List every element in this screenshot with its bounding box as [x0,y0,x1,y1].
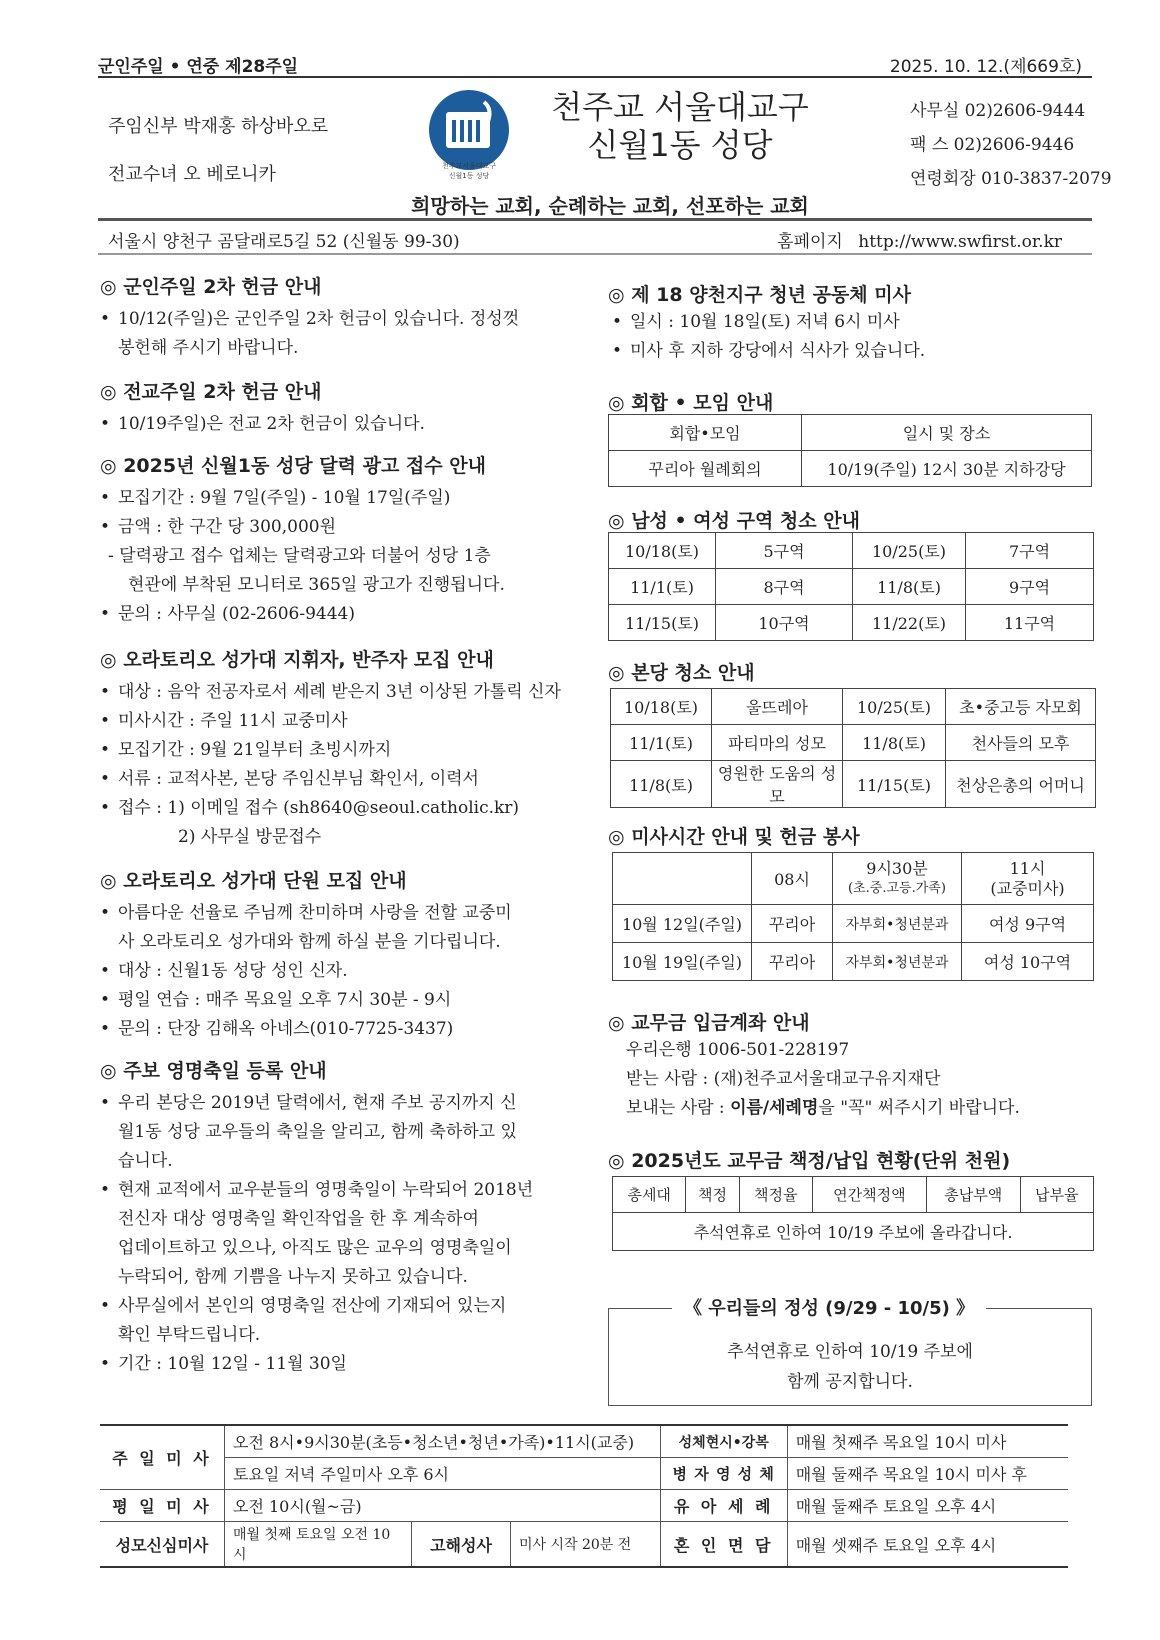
schedule-label: 성모신심미사 [100,1522,225,1568]
table-cell: 11/15(토) [843,761,946,808]
schedule-value: 매월 셋째주 토요일 오후 4시 [787,1522,1068,1568]
schedule-table [100,1424,1068,1568]
schedule-value: 매월 둘째주 토요일 오후 4시 [787,1490,1068,1522]
table-cell [962,853,1094,905]
table-cell: 11/1(토) [611,725,712,761]
offering-note [609,1337,1091,1397]
table-cell: 여성 10구역 [962,943,1094,981]
address-bar [98,218,1092,255]
schedule-label: 유 아 세 례 [660,1490,787,1522]
church-logo [424,90,514,182]
table-row [613,1177,1094,1213]
table-row [100,1490,1068,1522]
table-cell: 10/18(토) [611,689,712,725]
offering-line: 함께 공지합니다. [787,1372,913,1392]
issue-date: 2025. 10. 12.(제669호) [889,57,1082,77]
list-item: • 10/19주일)은 전교 2차 헌금이 있습니다. [100,410,580,439]
table-row [611,761,1096,808]
table-header: 책정율 [739,1177,812,1213]
table-header: 총납부액 [926,1177,1020,1213]
offering-box [608,1308,1092,1406]
list-item: • 사무실에서 본인의 영명축일 전산에 기재되어 있는지 [100,1292,580,1321]
schedule-value [225,1425,661,1458]
section-title: ◎ 주보 영명축일 등록 안내 [100,1060,327,1082]
list-item: • 금액 : 한 구간 당 300,000원 [100,513,580,542]
homepage-link[interactable]: http://www.swfirst.or.kr [858,232,1062,252]
schedule-label: 성체현시•강복 [660,1425,787,1458]
homepage-label: 홈페이지 [777,232,843,252]
text-part: 이름/세례명 [730,1098,819,1118]
table-cell: 10월 19일(주일) [613,943,752,981]
mass-service-table [612,852,1094,981]
text-part: 보내는 사람 : [626,1098,731,1118]
table-cell: 회합•모임 [609,415,802,451]
schedule-text: 오전 8시•9시30분(초등•청소년•청년•가족)•11시(교중) [233,1433,635,1452]
schedule-label: 주 일 미 사 [100,1425,225,1490]
table-cell: 10/25(토) [853,533,966,569]
table-cell: 꾸리아 [752,943,833,981]
list-item: • 모집기간 : 9월 21일부터 초빙시까지 [100,736,580,765]
svg-text:천주교서울대교구: 천주교서울대교구 [441,162,497,170]
table-row [100,1425,1068,1458]
table-row [611,689,1096,725]
recipient: 받는 사람 : (재)천주교서울대교구유지재단 [626,1069,941,1089]
table-row [609,605,1094,641]
list-item: 습니다. [118,1151,173,1171]
meeting-table [608,414,1092,487]
list-item: 봉헌해 주시기 바랍니다. [118,338,299,358]
table-cell: 11구역 [966,605,1094,641]
table-cell: 7구역 [966,533,1094,569]
section-title: ◎ 전교주일 2차 헌금 안내 [100,381,322,403]
table-cell: 5구역 [716,533,853,569]
table-row [609,451,1092,487]
list-item: • 문의 : 사무실 (02-2606-9444) [100,600,580,629]
table-cell: 여성 9구역 [962,905,1094,943]
table-cell: 8구역 [716,569,853,605]
header-subtext: (교중미사) [990,878,1065,898]
church-cleaning-table [610,688,1096,808]
list-item: • 현재 교적에서 교우분들의 영명축일이 누락되어 2018년 [100,1176,580,1205]
header-subtext: (초.중.고등.가족) [848,880,946,896]
table-cell: 천사들의 모후 [946,725,1096,761]
section-body [100,1089,580,1379]
section-body [100,484,580,629]
fax-number: 팩 스 02)2606-9446 [910,135,1075,155]
table-cell: 파티마의 성모 [712,725,843,761]
table-row [611,725,1096,761]
list-item: • 우리 본당은 2019년 달력에서, 현재 주보 공지까지 신 [100,1089,580,1118]
svg-text:신월1동 성당: 신월1동 성당 [448,172,490,180]
list-item: • 대상 : 음악 전공자로서 세례 받은지 3년 이상된 가톨릭 신자 [100,678,580,707]
section-body [100,678,580,852]
list-item: 업데이트하고 있으나, 아직도 많은 교우의 영명축일이 [118,1238,512,1258]
schedule-value: 오전 10시(월~금) [225,1490,661,1522]
table-header: 책정 [686,1177,739,1213]
account-info [626,1036,1086,1123]
table-row [609,415,1092,451]
list-item: • 대상 : 신월1동 성당 성인 신자. [100,957,580,986]
table-header: 납부율 [1020,1177,1093,1213]
homepage [777,227,1062,252]
liturgical-day: 군인주일 • 연중 제28주일 [98,57,299,77]
list-item: • 10/12(주일)은 군인주일 2차 헌금이 있습니다. 정성껏 [100,305,580,334]
list-item: • 미사시간 : 주일 11시 교중미사 [100,707,580,736]
tithe-status-table [612,1176,1094,1251]
list-item: • 문의 : 단장 김해옥 아네스(010-7725-3437) [100,1015,580,1044]
table-cell: 10/18(토) [609,533,716,569]
section-title: ◎ 2025년 신월1동 성당 달력 광고 접수 안내 [100,455,486,477]
list-item: 현관에 부착된 모니터로 365일 광고가 진행됩니다. [128,575,505,595]
bank-account: 우리은행 1006-501-228197 [626,1040,850,1060]
table-cell: 11/8(토) [843,725,946,761]
schedule-value: 매월 둘째주 목요일 10시 미사 후 [787,1458,1068,1490]
list-item: • 모집기간 : 9월 7일(주일) - 10월 17일(주일) [100,484,580,513]
list-item: 확인 부탁드립니다. [118,1325,261,1345]
church-name-line2: 신월1동 성당 [587,126,773,164]
table-row [100,1522,1068,1568]
list-item: • 평일 연습 : 매주 목요일 오후 7시 30분 - 9시 [100,986,580,1015]
section-title: ◎ 미사시간 안내 및 헌금 봉사 [608,826,860,848]
pastor-name: 주임신부 박재홍 하상바오로 [108,116,329,137]
church-name [540,88,820,164]
table-cell [833,853,962,905]
table-cell: 울뜨레아 [712,689,843,725]
table-row [613,853,1094,905]
address: 서울시 양천구 곰달래로5길 52 (신월동 99-30) [108,232,460,252]
list-item: 2) 사무실 방문접수 [178,827,322,847]
section-title: ◎ 본당 청소 안내 [608,662,755,684]
section-title: ◎ 오라토리오 성가대 지휘자, 반주자 모집 안내 [100,649,494,671]
header-text: 11시 [1009,858,1046,878]
list-item: • 아름다운 선율로 주님께 찬미하며 사랑을 전할 교중미 [100,899,580,928]
section-title: ◎ 회합 • 모임 안내 [608,392,774,414]
section-body [100,410,580,439]
table-cell: 꾸리아 월례회의 [609,451,802,487]
table-cell: 초•중고등 자모회 [946,689,1096,725]
table-cell: 자부회•청년분과 [833,905,962,943]
section-body [100,305,580,363]
office-phone: 사무실 02)2606-9444 [910,101,1086,121]
table-cell: 10구역 [716,605,853,641]
table-row [613,905,1094,943]
list-item: • 미사 후 지하 강당에서 식사가 있습니다. [612,337,1082,366]
list-item: 전신자 대상 영명축일 확인작업을 한 후 계속하여 [118,1209,479,1229]
table-cell: 11/8(토) [853,569,966,605]
table-header: 연간책정액 [812,1177,926,1213]
offering-title: 《 우리들의 정성 (9/29 - 10/5) 》 [672,1294,986,1320]
table-cell: 추석연휴로 인하여 10/19 주보에 올라갑니다. [613,1213,1094,1251]
section-title: ◎ 남성 • 여성 구역 청소 안내 [608,510,860,532]
schedule-label: 평 일 미 사 [100,1490,225,1522]
table-row [613,1213,1094,1251]
table-cell: 11/22(토) [853,605,966,641]
section-body [100,899,580,1044]
top-bar [98,50,1092,78]
list-item: • 접수 : 1) 이메일 접수 (sh8640@seoul.catholic.kr) [100,794,580,823]
table-row [613,943,1094,981]
table-row [609,569,1094,605]
list-item: 월1동 성당 교우들의 축일을 알리고, 함께 축하하고 있 [118,1122,517,1142]
list-item: 누락되어, 함께 기쁨을 나누지 못하고 있습니다. [118,1267,468,1287]
schedule-label: 혼 인 면 담 [660,1522,787,1568]
offering-line: 추석연휴로 인하여 10/19 주보에 [727,1342,973,1362]
table-cell: 꾸리아 [752,905,833,943]
table-cell: 11/1(토) [609,569,716,605]
table-cell: 자부회•청년분과 [833,943,962,981]
table-cell: 10월 12일(주일) [613,905,752,943]
table-cell: 9구역 [966,569,1094,605]
left-column [100,272,580,1379]
section-title: ◎ 교무금 입금계좌 안내 [608,1012,810,1034]
table-cell: 천상은총의 어머니 [946,761,1096,808]
list-item: 사 오라토리오 성가대와 함께 하실 분을 기다립니다. [118,932,501,952]
schedule-label: 병 자 영 성 체 [660,1458,787,1490]
table-header: 총세대 [613,1177,686,1213]
table-cell: 11/8(토) [611,761,712,808]
sender-note [626,1094,1086,1123]
church-name-line1: 천주교 서울대교구 [551,88,809,126]
nun-name: 전교수녀 오 베로니카 [108,164,276,185]
list-item: • 서류 : 교적사본, 본당 주임신부님 확인서, 이력서 [100,765,580,794]
schedule-value: 토요일 저녁 주일미사 오후 6시 [225,1458,661,1490]
section-title: ◎ 오라토리오 성가대 단원 모집 안내 [100,870,407,892]
table-row [609,533,1094,569]
council-phone: 연령회장 010-3837-2079 [910,169,1112,189]
list-item: - 달력광고 접수 업체는 달력광고와 더불어 성당 1층 [108,546,491,566]
contact-block [910,94,1112,196]
table-cell: 08시 [752,853,833,905]
section-title: ◎ 군인주일 2차 헌금 안내 [100,276,322,298]
list-item: • 일시 : 10월 18일(토) 저녁 6시 미사 [612,308,1082,337]
section-title: ◎ 2025년도 교무금 책정/납입 현황(단위 천원) [608,1150,1011,1172]
district-cleaning-table [608,532,1094,641]
table-cell: 10/25(토) [843,689,946,725]
table-cell: 10/19(주일) 12시 30분 지하강당 [802,451,1092,487]
table-cell: 영원한 도움의 성모 [712,761,843,808]
header-text: 9시30분 [866,858,928,878]
text-part: 을 "꼭" 써주시기 바랍니다. [818,1098,1020,1118]
table-cell [613,853,752,905]
table-cell: 일시 및 장소 [802,415,1092,451]
table-row [100,1458,1068,1490]
list-item: • 기간 : 10월 12일 - 11월 30일 [100,1350,580,1379]
schedule-label: 고해성사 [412,1522,511,1568]
section-title: ◎ 제 18 양천지구 청년 공동체 미사 [608,284,911,306]
schedule-value: 매월 첫째 토요일 오전 10시 [225,1522,412,1568]
table-cell: 11/15(토) [609,605,716,641]
schedule-value: 매월 첫째주 목요일 10시 미사 [787,1425,1068,1458]
section-body [612,308,1082,366]
church-motto: 희망하는 교회, 순례하는 교회, 선포하는 교회 [411,194,809,218]
schedule-value: 미사 시작 20분 전 [511,1522,661,1568]
